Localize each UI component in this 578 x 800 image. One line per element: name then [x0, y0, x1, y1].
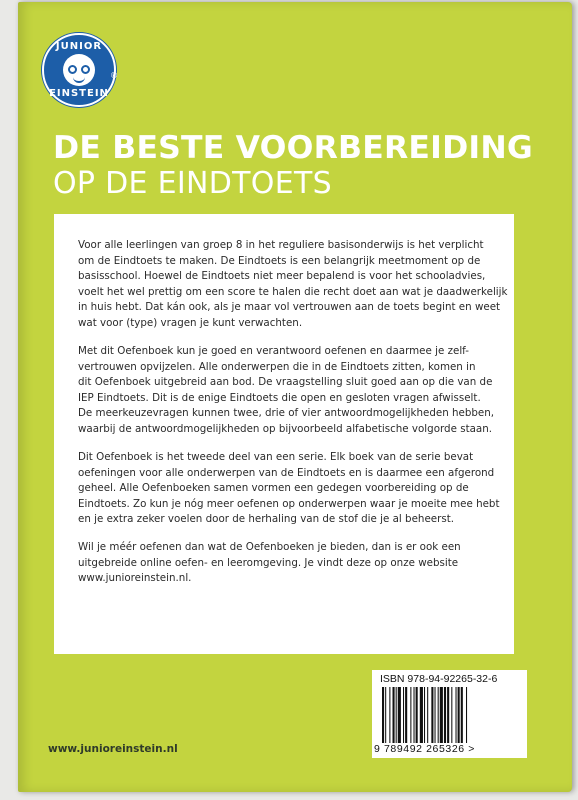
barcode-bar	[396, 687, 397, 743]
face-left-eye	[68, 65, 77, 74]
face-right-eye	[81, 65, 90, 74]
text-line: oefeningen voor alle onderwerpen van de Eindtoets en is daarmee een afgerond	[78, 466, 495, 479]
text-line: Wil je méér oefenen dan wat de Oefenboeken je bieden, dan is er ook een	[78, 541, 461, 553]
barcode-bar	[410, 687, 411, 743]
barcode-bar	[466, 687, 467, 743]
barcode-bar	[382, 687, 384, 743]
einstein-face-icon	[63, 54, 95, 86]
isbn-number: ISBN 978-94-92265-32-6	[380, 673, 498, 685]
text-line: om de Eindtoets te maken. De Eindtoets is een belangrijk meetmoment op de	[78, 254, 481, 267]
barcode-bar	[403, 687, 404, 743]
book-back-cover	[18, 2, 572, 792]
title-line-1: DE BESTE VOORBEREIDING	[53, 130, 533, 166]
barcode-bar	[431, 687, 433, 743]
description-box	[54, 214, 514, 654]
registered-mark: ®	[110, 71, 118, 80]
text-line: vertrouwen opvijzelen. Alle onderwerpen die in de Eindtoets zitten, komen in	[78, 360, 476, 373]
barcode-bar	[420, 687, 423, 743]
text-line: en je extra zeker voelen door de herhaling van de stof die je al beheerst.	[78, 513, 455, 526]
barcode-bars	[380, 687, 520, 743]
junior-einstein-logo	[42, 33, 116, 107]
barcode-bar	[398, 687, 401, 743]
paragraph-2	[78, 344, 518, 438]
barcode-bar	[458, 687, 460, 743]
text-line: De meerkeuzevragen kunnen twee, drie of vier antwoordmogelijkheden hebben,	[78, 407, 495, 420]
text-line: uitgebreide online oefen- en leeromgeving. Je vindt deze op onze website	[78, 556, 459, 569]
logo-bottom-text: EINSTEIN	[49, 88, 109, 99]
title-line-2: OP DE EINDTOETS	[53, 166, 332, 201]
text-line: wat voor (type) vragen je kunt verwachten.	[78, 316, 303, 329]
paragraph-1	[78, 238, 518, 332]
barcode-bar	[427, 687, 428, 743]
barcode-bar	[424, 687, 425, 743]
barcode-bar	[416, 687, 418, 743]
text-line: voelt het wel prettig om een score te halen die recht doet aan wat je daadwerkelijk	[78, 285, 508, 298]
barcode-bar	[389, 687, 390, 743]
text-line: www.junioreinstein.nl.	[78, 572, 192, 585]
paragraph-4	[78, 540, 518, 587]
text-line: basisschool. Hoewel de Eindtoets niet meer bepalend is voor het schooladvies,	[78, 270, 486, 283]
face-mouth	[73, 76, 85, 83]
text-line: Voor alle leerlingen van groep 8 in het reguliere basisonderwijs is het verplicht	[78, 239, 484, 251]
text-line: waarbij de antwoordmogelijkheden op bijvoorbeeld alfabetische volgorde staan.	[78, 422, 493, 435]
text-line: Dit Oefenboek is het tweede deel van een serie. Elk boek van de serie bevat	[78, 451, 474, 463]
text-line: geheel. Alle Oefenboeken samen vormen een gedegen voorbereiding op de	[78, 482, 469, 495]
text-line: Met dit Oefenboek kun je goed en verantwoord oefenen en daarmee je zelf-	[78, 345, 469, 357]
barcode-bar	[414, 687, 415, 743]
website-link[interactable]: www.junioreinstein.nl	[48, 743, 178, 755]
barcode-bar	[385, 687, 386, 743]
paragraph-3	[78, 450, 518, 528]
barcode-bar	[393, 687, 395, 743]
barcode-bar	[451, 687, 452, 743]
barcode-bar	[440, 687, 443, 743]
text-line: dit Oefenboek uitgebreid aan bod. De vraagstelling sluit goed aan op die van de	[78, 376, 493, 389]
barcode-bar	[461, 687, 463, 743]
isbn-barcode	[372, 670, 527, 758]
barcode-bar	[405, 687, 407, 743]
barcode-digits: 9 789492 265326 >	[374, 743, 475, 755]
barcode-bar	[438, 687, 439, 743]
text-line: in huis hebt. Dat kán ook, als je maar vol vertrouwen aan de toets begint en weet	[78, 301, 501, 314]
barcode-bar	[456, 687, 457, 743]
text-line: IEP Eindtoets. Dit is de enige Eindtoets die open en gesloten vragen afwisselt.	[78, 391, 481, 404]
logo-top-text: JUNIOR	[55, 41, 103, 52]
barcode-bar	[444, 687, 446, 743]
barcode-bar	[435, 687, 436, 743]
barcode-bar	[447, 687, 449, 743]
text-line: Eindtoets. Zo kun je nóg meer oefenen op onderwerpen waar je moeite mee hebt	[78, 497, 500, 510]
